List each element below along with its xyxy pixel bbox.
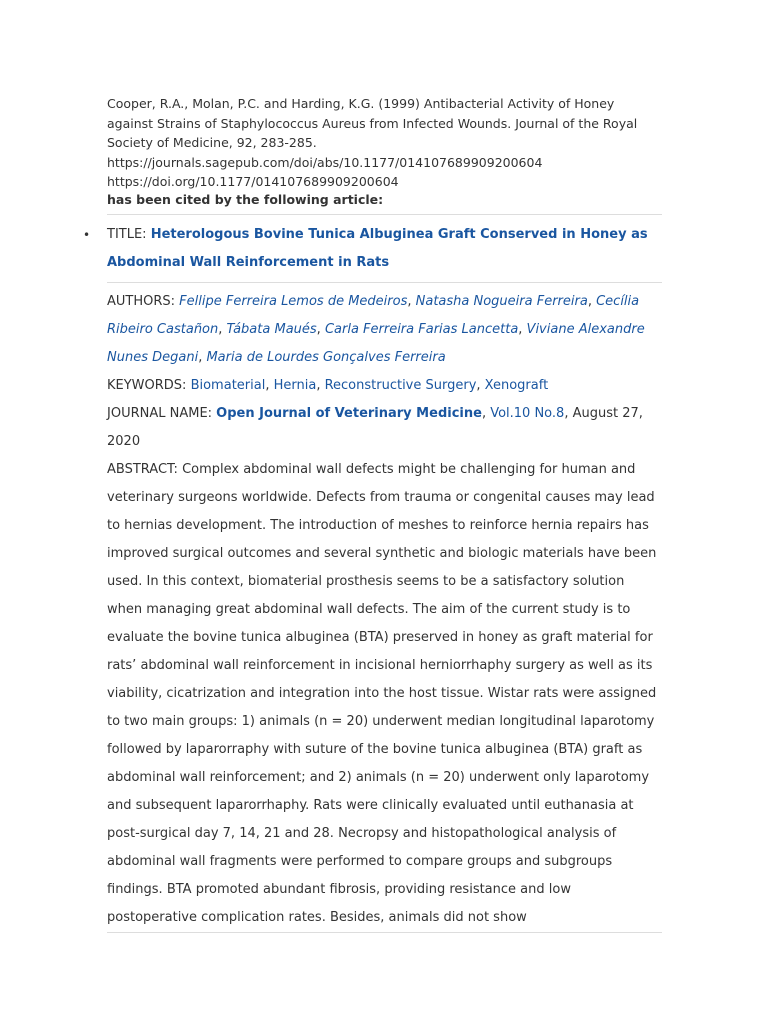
title-label: TITLE:: [107, 226, 151, 242]
article-title-link[interactable]: Heterologous Bovine Tunica Albuginea Graft Conserved in Honey as Abdominal Wall Reinforcement in Rats: [107, 226, 648, 270]
author-link[interactable]: Cecília Ribeiro Castañon: [107, 293, 640, 337]
citation-page: [83, 94, 662, 933]
author-link[interactable]: Tábata Maués: [226, 321, 317, 337]
author-link[interactable]: Fellipe Ferreira Lemos de Medeiros: [179, 293, 408, 309]
reference-text: Cooper, R.A., Molan, P.C. and Harding, K.G. (1999) Antibacterial Activity of Honey against Strains of Staphylococcus Aureus from Infected Wounds. Journal of the Royal Society of Medicine, 92, 283-285.: [107, 96, 638, 150]
keyword-link[interactable]: Reconstructive Surgery: [324, 377, 477, 393]
authors-label: AUTHORS:: [107, 293, 180, 309]
abstract-paragraph: [107, 456, 662, 932]
keyword-link[interactable]: Xenograft: [484, 377, 549, 393]
keywords-label: KEYWORDS:: [107, 377, 191, 393]
publication-date: , August 27, 2020: [107, 405, 643, 449]
article-title-item: [83, 215, 662, 282]
authors-line: AUTHORS: Fellipe Ferreira Lemos de Medeiros, Natasha Nogueira Ferreira, Cecília Ribeiro Castañon, Tábata Maués, Carla Ferreira Farias Lancetta, Viviane Alexandre Nunes Degani, Maria de Lourdes Gonçalves Ferreira: [107, 293, 645, 365]
reference-url-sagepub[interactable]: https://journals.sagepub.com/doi/abs/10.1177/014107689909200604: [107, 154, 543, 170]
bullet-icon: •: [83, 227, 91, 242]
author-link[interactable]: Viviane Alexandre Nunes Degani: [107, 321, 645, 365]
journal-volume-link[interactable]: Vol.10 No.8: [490, 405, 565, 421]
divider-bottom: [107, 932, 662, 933]
keyword-link[interactable]: Hernia: [273, 377, 317, 393]
reference-url-doi[interactable]: https://doi.org/10.1177/014107689909200604: [107, 174, 399, 189]
cited-by-heading: has been cited by the following article:: [107, 191, 384, 207]
author-link[interactable]: Maria de Lourdes Gonçalves Ferreira: [206, 349, 446, 365]
keywords-line: KEYWORDS: Biomaterial, Hernia, Reconstructive Surgery, Xenograft: [107, 377, 549, 393]
journal-label: JOURNAL NAME:: [107, 405, 217, 421]
keyword-link[interactable]: Biomaterial: [190, 377, 266, 393]
author-link[interactable]: Natasha Nogueira Ferreira: [415, 293, 588, 309]
journal-line: JOURNAL NAME: Open Journal of Veterinary Medicine, Vol.10 No.8, August 27, 2020: [107, 405, 643, 449]
abstract-label: ABSTRACT:: [107, 461, 183, 477]
abstract-text: Complex abdominal wall defects might be challenging for human and veterinary surgeons worldwide. Defects from trauma or congenital causes may lead to hernias development. The introduction of meshes to reinforce hernia repairs has improved surgical outcomes and several synthetic and biologic materials have been used. In this context, biomaterial prosthesis seems to be a satisfactory solution when managing great abdominal wall defects. The aim of the current study is to evaluate the bovine tunica albuginea (BTA) preserved in honey as graft material for rats’ abdominal wall reinforcement in incisional herniorrhaphy surgery as well as its viability, cicatrization and integration into the host tissue. Wistar rats were assigned to two main groups: 1) animals (n = 20) underwent median longitudinal laparotomy followed by laparorraphy with suture of the bovine tunica albuginea (BTA) graft as abdominal wall reinforcement; and 2) animals (n = 20) underwent only laparotomy and subsequent laparorrhaphy. Rats were clinically evaluated until euthanasia at post-surgical day 7, 14, 21 and 28. Necropsy and histopathological analysis of abdominal wall fragments were performed to compare groups and subgroups findings. BTA promoted abundant fibrosis, providing resistance and low postoperative complication rates. Besides, animals did not show: [107, 461, 657, 925]
article-details: [107, 283, 662, 932]
reference-citation: [107, 94, 662, 192]
author-link[interactable]: Carla Ferreira Farias Lancetta: [324, 321, 519, 337]
journal-name-link[interactable]: Open Journal of Veterinary Medicine: [216, 405, 482, 421]
